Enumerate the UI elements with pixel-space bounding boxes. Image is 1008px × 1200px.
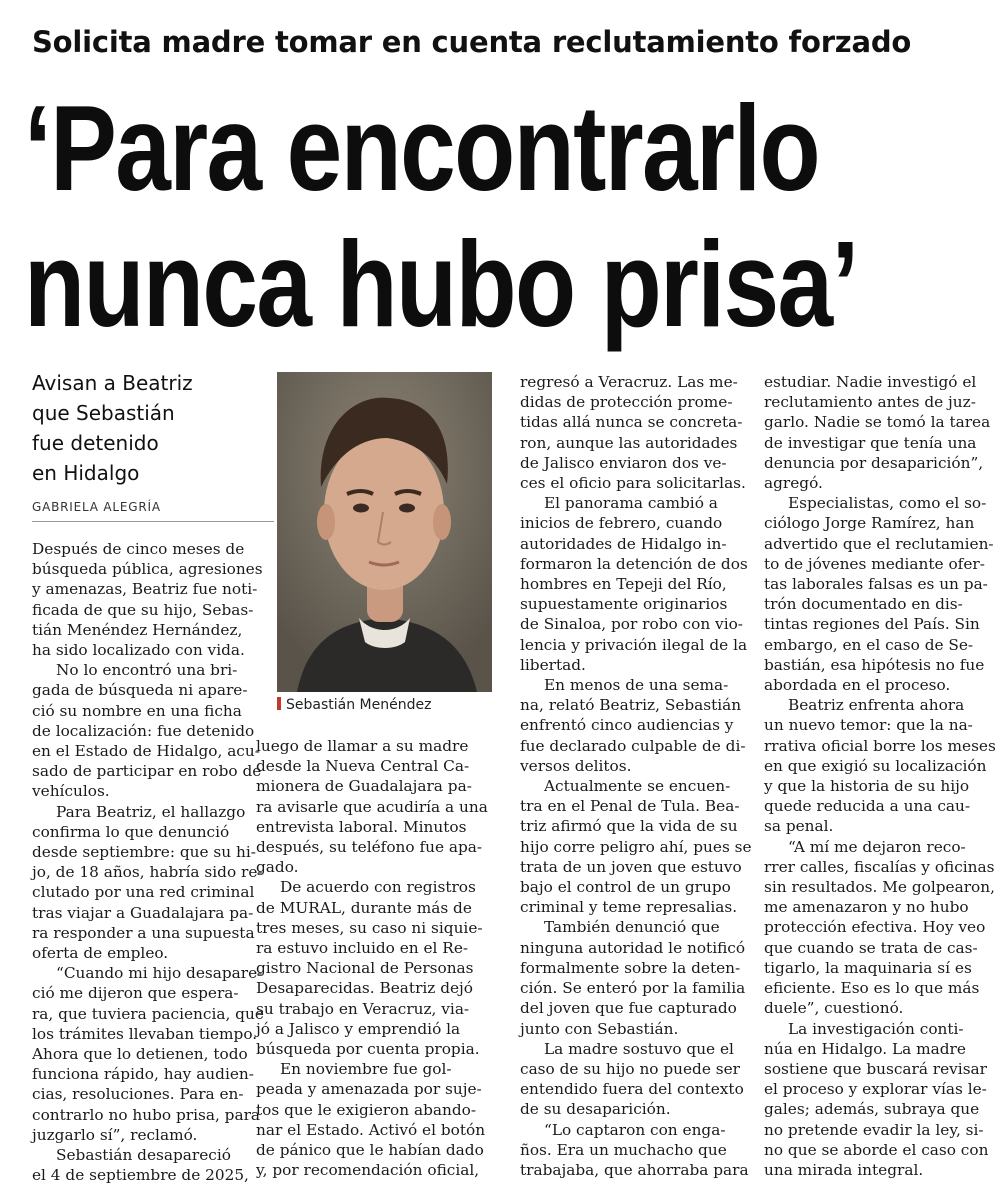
text-line: gado. [256,858,299,877]
text-line: luego de llamar a su madre [256,737,469,755]
text-line: en que exigió su localización [764,756,987,775]
text-line: El panorama cambió a [544,494,718,513]
text-line: jo, de 18 años, habría sido re- [32,863,263,882]
text-line: La madre sostuvo que el [544,1039,734,1058]
text-line: y amenazas, Beatriz fue noti- [32,580,258,599]
text-line: tidas allá nunca se concreta- [520,413,743,432]
text-line: “Cuando mi hijo desapare- [56,964,263,983]
headline-line-1: ‘Para encontrarlo [24,80,819,216]
text-line: sin resultados. Me golpearon, [764,878,995,897]
text-line: abordada en el proceso. [764,676,951,695]
text-line: ció su nombre en una ficha [32,701,242,720]
text-line: ficada de que su hijo, Sebas- [32,600,254,619]
text-line: de localización: fue detenido [32,721,255,740]
text-line: tos que le exigieron abando- [256,1100,477,1119]
article-column-4 [764,372,996,1180]
text-line: gales; además, subraya que [764,1100,980,1119]
portrait-photo [277,372,492,692]
article-column-1 [32,539,274,1186]
text-line: ces el oficio para solicitarlas. [520,474,746,493]
text-line: que cuando se trata de cas- [764,938,978,957]
text-line: denuncia por desaparición”, [764,453,984,472]
text-line: duele”, cuestionó. [764,999,904,1018]
photo-caption [277,697,492,713]
text-line: trata de un joven que estuvo [520,857,742,876]
text-line: Ahora que lo detienen, todo [32,1045,248,1064]
text-line: peada y amenazada por suje- [256,1080,482,1099]
text-line: su trabajo en Veracruz, via- [256,999,470,1018]
text-line: criminal y teme represalias. [520,898,738,917]
text-line: en el Estado de Hidalgo, acu- [32,742,260,761]
text-line: jó a Jalisco y emprendió la [256,1019,461,1038]
text-line: clutado por una red criminal [32,883,255,902]
caption-text: Sebastián Menéndez [286,697,432,713]
text-line: No lo encontró una bri- [56,661,238,680]
text-line: tas laborales falsas es un pa- [764,575,988,594]
text-line: de Sinaloa, por robo con vio- [520,615,743,634]
text-line: búsqueda por cuenta propia. [256,1040,480,1059]
text-line: ra, que tuviera paciencia, que [32,1004,264,1023]
text-line: Después de cinco meses de [32,540,245,558]
caption-marker [277,697,281,710]
text-line: ños. Era un muchacho que [520,1140,727,1159]
text-line: de Jalisco enviaron dos ve- [520,453,727,472]
text-line: de su desaparición. [520,1100,671,1119]
text-line: ra avisarle que acudiría a una [256,797,488,816]
text-line: formaron la detención de dos [520,554,748,573]
text-line: vehículos. [32,782,110,801]
text-line: mionera de Guadalajara pa- [256,777,472,796]
text-line: versos delitos. [520,756,632,775]
text-line: regresó a Veracruz. Las me- [520,373,738,391]
article-column-3 [520,372,752,1180]
text-line: También denunció que [544,918,720,937]
text-line: de MURAL, durante más de [256,898,472,917]
text-line: desde septiembre: que su hi- [32,843,256,862]
kicker: Solicita madre tomar en cuenta reclutamiento forzado [32,25,912,59]
text-line: fue declarado culpable de di- [520,736,746,755]
text-line: funciona rápido, hay audien- [32,1065,254,1084]
text-line: En menos de una sema- [544,676,729,695]
text-line: Actualmente se encuen- [544,777,731,796]
deck [32,368,262,488]
text-line: búsqueda pública, agresiones [32,560,263,579]
text-line: advertido que el reclutamien- [764,534,994,553]
text-line: ron, aunque las autoridades [520,433,738,452]
headline [24,80,858,352]
text-line: el proceso y explorar vías le- [764,1080,987,1099]
text-line: bajo el control de un grupo [520,878,731,897]
text-line: lencia y privación ilegal de la [520,635,748,654]
text-line: trón documentado en dis- [764,595,963,614]
text-line: quede reducida a una cau- [764,797,971,816]
text-line: los trámites llevaban tiempo. [32,1024,258,1043]
text-line: y, por recomendación oficial, [256,1161,480,1180]
text-line: enfrentó cinco audiencias y [520,716,734,735]
text-line: tras viajar a Guadalajara pa- [32,903,254,922]
text-line: reclutamiento antes de juz- [764,393,976,412]
text-line: hombres en Tepeji del Río, [520,575,727,594]
text-line: “Lo captaron con enga- [544,1120,726,1139]
text-line: contrarlo no hubo prisa, para [32,1105,261,1124]
text-line: desde la Nueva Central Ca- [256,757,470,776]
text-line: entrevista laboral. Minutos [256,817,467,836]
text-line: caso de su hijo no puede ser [520,1059,740,1078]
text-line: Sebastián desapareció [56,1146,231,1165]
text-line: eficiente. Eso es lo que más [764,979,980,998]
text-line: rrer calles, fiscalías y oficinas [764,857,995,876]
text-line: na, relató Beatriz, Sebastián [520,696,742,715]
text-line: de pánico que le habían dado [256,1141,484,1160]
article-column-2 [256,736,496,1180]
text-line: tintas regiones del País. Sin [764,615,980,634]
text-line: ción. Se enteró por la familia [520,979,746,998]
text-line: autoridades de Hidalgo in- [520,534,727,553]
text-line: una mirada integral. [764,1160,924,1179]
text-line: gada de búsqueda ni apare- [32,681,248,700]
text-line: supuestamente originarios [520,595,728,614]
text-line: formalmente sobre la deten- [520,958,741,977]
text-line: tres meses, su caso ni siquie- [256,918,483,937]
text-line: núa en Hidalgo. La madre [764,1039,966,1058]
text-line: embargo, en el caso de Se- [764,635,974,654]
text-line: un nuevo temor: que la na- [764,716,973,735]
text-line: no pretende evadir la ley, si- [764,1120,984,1139]
text-line: to de jóvenes mediante ofer- [764,554,985,573]
text-line: oferta de empleo. [32,944,169,963]
text-line: tra en el Penal de Tula. Bea- [520,797,740,816]
deck-line: que Sebastián [32,401,175,425]
portrait-illustration [277,372,492,692]
deck-line: Avisan a Beatriz [32,371,193,395]
text-line: De acuerdo con registros [280,878,476,897]
text-line: de investigar que tenía una [764,433,977,452]
text-line: hijo corre peligro ahí, pues se [520,837,752,856]
text-line: entendido fuera del contexto [520,1080,744,1099]
text-line: sostiene que buscará revisar [764,1059,987,1078]
text-line: ra responder a una supuesta [32,923,255,942]
text-line: y que la historia de su hijo [764,777,970,796]
text-line: trabajaba, que ahorraba para [520,1160,749,1179]
text-line: garlo. Nadie se tomó la tarea [764,413,991,432]
text-line: nar el Estado. Activó el botón [256,1120,486,1139]
text-line: sado de participar en robo de [32,762,262,781]
text-line: ciólogo Jorge Ramírez, han [764,514,975,533]
text-line: gistro Nacional de Personas [256,959,474,978]
text-line: tián Menéndez Hernández, [32,620,243,639]
text-line: rrativa oficial borre los meses [764,736,996,755]
text-line: Desaparecidas. Beatriz dejó [256,979,473,998]
text-line: Para Beatriz, el hallazgo [56,802,246,821]
text-line: me amenazaron y no hubo [764,898,969,917]
text-line: ció me dijeron que espera- [32,984,239,1003]
text-line: triz afirmó que la vida de su [520,817,738,836]
text-line: protección efectiva. Hoy veo [764,918,986,937]
text-line: libertad. [520,655,586,674]
deck-line: en Hidalgo [32,461,140,485]
text-line: “A mí me dejaron reco- [788,837,966,856]
text-line: juzgarlo sí”, reclamó. [32,1125,198,1144]
text-line: Beatriz enfrenta ahora [788,696,965,715]
text-line: tigarlo, la maquinaria sí es [764,958,972,977]
text-line: el 4 de septiembre de 2025, [32,1166,249,1185]
text-line: ninguna autoridad le notificó [520,938,746,957]
text-line: ra estuvo incluido en el Re- [256,939,469,958]
text-line: inicios de febrero, cuando [520,514,723,533]
byline: GABRIELA ALEGRÍA [32,500,274,522]
text-line: junto con Sebastián. [520,1019,679,1038]
text-line: sa penal. [764,817,834,836]
deck-line: fue detenido [32,431,159,455]
text-line: La investigación conti- [788,1019,964,1038]
text-line: agregó. [764,474,823,493]
text-line: bastián, esa hipótesis no fue [764,655,985,674]
headline-line-2: nunca hubo prisa’ [24,216,858,352]
text-line: después, su teléfono fue apa- [256,838,483,857]
text-line: cias, resoluciones. Para en- [32,1085,244,1104]
text-line: didas de protección prome- [520,393,733,412]
text-line: no que se aborde el caso con [764,1140,989,1159]
text-line: estudiar. Nadie investigó el [764,373,977,391]
text-line: ha sido localizado con vida. [32,641,245,660]
text-line: del joven que fue capturado [520,999,737,1018]
text-line: En noviembre fue gol- [280,1060,452,1079]
text-line: confirma lo que denunció [32,822,230,841]
text-line: Especialistas, como el so- [788,494,987,513]
